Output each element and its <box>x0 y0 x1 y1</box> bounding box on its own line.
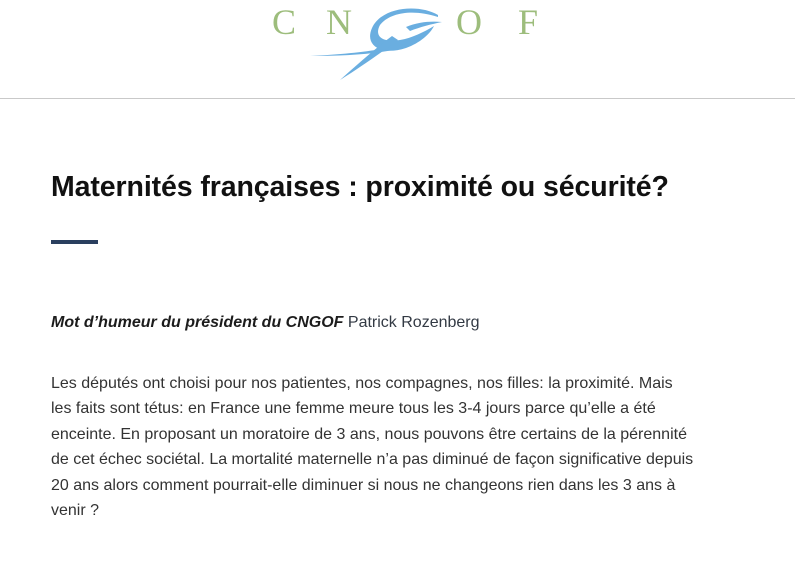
byline-author: Patrick Rozenberg <box>347 314 480 331</box>
byline-lead: Mot d’humeur du président du CNGOF <box>51 314 344 331</box>
logo-letter-f: F <box>518 2 539 42</box>
paragraph-line: les faits sont tétus: en France une femme meure tous les 3-4 jours parce qu’elle a été <box>51 400 656 418</box>
site-header <box>0 0 795 99</box>
cngof-logo-link[interactable] <box>262 0 562 85</box>
paragraph-line: enceinte. En proposant un moratoire de 3 ans, nous pouvons être certains de la pérennité <box>51 425 687 443</box>
paragraph-line: de cet échec sociétal. La mortalité maternelle n’a pas diminué de façon significative depuis <box>51 451 694 469</box>
article-paragraph <box>51 371 751 523</box>
header-divider <box>0 98 795 99</box>
paragraph-line: venir ? <box>51 502 100 520</box>
paragraph-line: 20 ans alors comment pourrait-elle diminuer si nous ne changeons rien dans les 3 ans à <box>51 476 676 494</box>
article-title: Maternités françaises : proximité ou sécurité? <box>51 171 669 203</box>
byline <box>51 312 480 334</box>
title-accent-bar <box>51 240 98 244</box>
logo-letter-n: N <box>326 2 352 42</box>
g-swoosh-logo-icon <box>302 0 452 85</box>
logo-letter-c: C <box>272 2 297 42</box>
paragraph-line: Les députés ont choisi pour nos patientes, nos compagnes, nos filles: la proximité. Mais <box>51 375 673 392</box>
logo-letter-o: O <box>456 2 482 42</box>
